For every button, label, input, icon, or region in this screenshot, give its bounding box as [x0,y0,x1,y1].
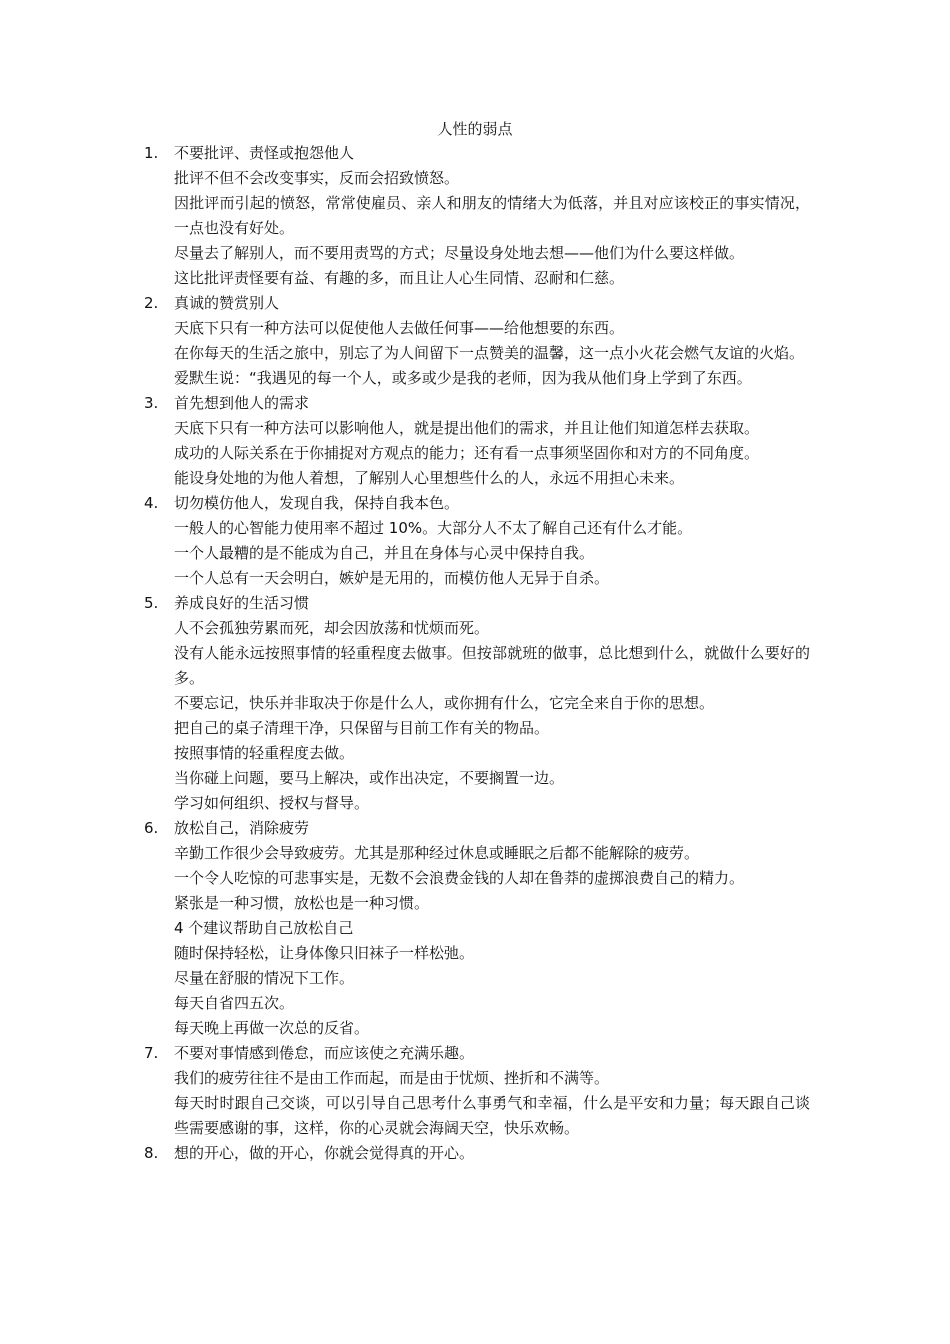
section-4 [0,491,950,591]
section-number: 2. [144,294,159,312]
section-number: 1. [144,144,159,162]
section-heading [0,591,950,616]
section-3 [0,391,950,491]
section-heading-text: 想的开心，做的开心，你就会觉得真的开心。 [174,1144,475,1162]
section-number: 3. [144,394,159,412]
section-8 [0,1141,950,1166]
section-5 [0,591,950,816]
paragraph: 成功的人际关系在于你捕捉对方观点的能力；还有看一点事须坚固你和对方的不同角度。 [174,444,760,462]
paragraph: 辛勤工作很少会导致疲劳。尤其是那种经过休息或睡眠之后都不能解除的疲劳。 [174,844,700,862]
section-heading-text: 养成良好的生活习惯 [174,594,310,612]
paragraph: 尽量去了解别人，而不要用责骂的方式；尽量设身处地去想——他们为什么要这样做。 [174,244,745,262]
section-heading [0,491,950,516]
section-1 [0,141,950,291]
section-heading-text: 首先想到他人的需求 [174,394,310,412]
paragraph: 一个人总有一天会明白，嫉妒是无用的，而模仿他人无异于自杀。 [174,569,610,587]
section-number: 7. [144,1044,159,1062]
section-number: 6. [144,819,159,837]
paragraph: 紧张是一种习惯，放松也是一种习惯。 [174,894,430,912]
paragraph: 尽量在舒服的情况下工作。 [174,969,355,987]
paragraph: 一个人最糟的是不能成为自己，并且在身体与心灵中保持自我。 [174,544,595,562]
section-number: 4. [144,494,159,512]
section-number: 5. [144,594,159,612]
paragraph: 这比批评责怪要有益、有趣的多，而且让人心生同情、忍耐和仁慈。 [174,269,625,287]
paragraph: 把自己的桌子清理干净，只保留与目前工作有关的物品。 [174,719,550,737]
section-heading-text: 不要批评、责怪或抱怨他人 [174,144,355,162]
paragraph: 一个令人吃惊的可悲事实是，无数不会浪费金钱的人却在鲁莽的虚掷浪费自己的精力。 [174,869,745,887]
paragraph: 每天自省四五次。 [174,994,295,1012]
section-heading-text: 放松自己，消除疲劳 [174,819,310,837]
paragraph: 当你碰上问题，要马上解决，或作出决定，不要搁置一边。 [174,769,565,787]
paragraph: 人不会孤独劳累而死，却会因放荡和忧烦而死。 [174,619,490,637]
section-6 [0,816,950,1041]
section-heading [0,1141,950,1166]
paragraph: 学习如何组织、授权与督导。 [174,794,370,812]
paragraph: 随时保持轻松，让身体像只旧袜子一样松弛。 [174,944,475,962]
paragraph: 批评不但不会改变事实，反而会招致愤怒。 [174,169,460,187]
section-heading-text: 切勿模仿他人，发现自我，保持自我本色。 [174,494,460,512]
section-2 [0,291,950,391]
section-heading [0,391,950,416]
paragraph: 天底下只有一种方法可以促使他人去做任何事——给他想要的东西。 [174,319,625,337]
paragraph: 每天时时跟自己交谈，可以引导自己思考什么事勇气和幸福，什么是平安和力量；每天跟自己谈些需要感谢的事，这样，你的心灵就会海阔天空，快乐欢畅。 [174,1094,810,1137]
section-list [0,141,950,1166]
paragraph: 我们的疲劳往往不是由工作而起，而是由于忧烦、挫折和不满等。 [174,1069,610,1087]
section-heading-text: 不要对事情感到倦怠，而应该使之充满乐趣。 [174,1044,475,1062]
document-title: 人性的弱点 [437,120,513,138]
paragraph: 一般人的心智能力使用率不超过 10%。大部分人不太了解自己还有什么才能。 [174,519,693,537]
paragraph: 不要忘记，快乐并非取决于你是什么人，或你拥有什么，它完全来自于你的思想。 [174,694,715,712]
paragraph: 4 个建议帮助自己放松自己 [174,919,354,937]
section-heading [0,816,950,841]
paragraph: 在你每天的生活之旅中，别忘了为人间留下一点赞美的温馨，这一点小火花会燃气友谊的火焰。 [174,344,805,362]
section-heading [0,291,950,316]
section-number: 8. [144,1144,159,1162]
paragraph: 每天晚上再做一次总的反省。 [174,1019,370,1037]
section-heading [0,141,950,166]
section-7 [0,1041,950,1141]
paragraph: 爱默生说：“我遇见的每一个人，或多或少是我的老师，因为我从他们身上学到了东西。 [174,369,752,387]
section-heading-text: 真诚的赞赏别人 [174,294,280,312]
paragraph: 天底下只有一种方法可以影响他人，就是提出他们的需求，并且让他们知道怎样去获取。 [174,419,760,437]
section-heading [0,1041,950,1066]
paragraph: 因批评而引起的愤怒，常常使雇员、亲人和朋友的情绪大为低落，并且对应该校正的事实情况，一点也没有好处。 [174,194,810,237]
paragraph: 没有人能永远按照事情的轻重程度去做事。但按部就班的做事，总比想到什么，就做什么要好的多。 [174,644,810,687]
paragraph: 能设身处地的为他人着想，了解别人心里想些什么的人，永远不用担心未来。 [174,469,685,487]
paragraph: 按照事情的轻重程度去做。 [174,744,355,762]
